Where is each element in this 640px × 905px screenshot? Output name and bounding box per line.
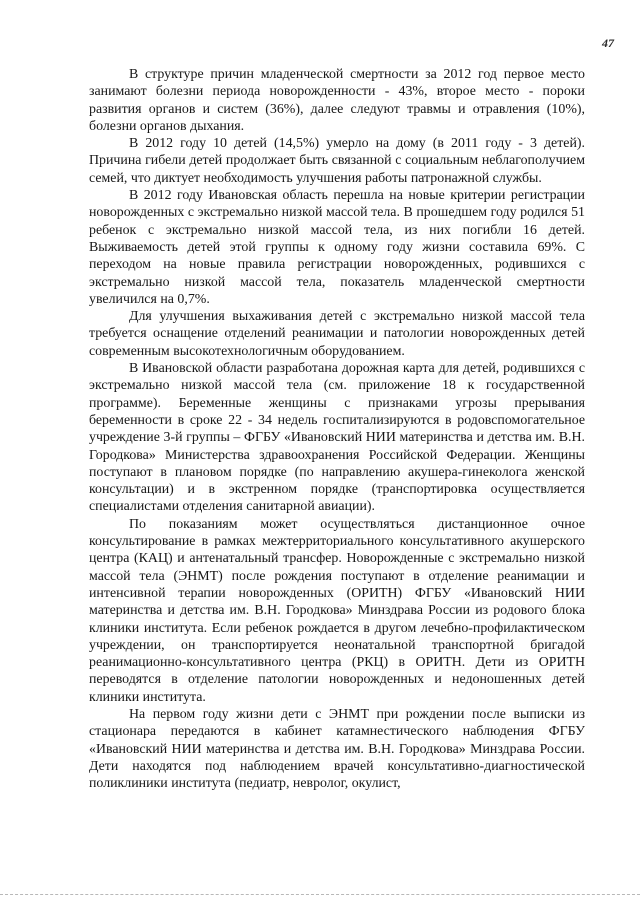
paragraph-new-registration-criteria: В 2012 году Ивановская область перешла на новые критерии регистрации новорожденных с экстремально низкой массой тела. В прошедшем году родился 51 ребенок с экстремально низкой массой тела, из них погибли 16 детей. Выживаемость детей этой группы к одному году жизни составила 69%. С переходом на новые правила регистрации новорожденных, родившихся с экстремально низкой массой тела, показатель младенческой смертности увеличился на 0,7%. bbox=[89, 188, 585, 307]
paragraph-equipment-needs: Для улучшения выхаживания детей с экстремально низкой массой тела требуется оснащение отделений реанимации и патологии новорожденных детей современным высокотехнологичным оборудованием. bbox=[89, 309, 585, 359]
document-body bbox=[89, 66, 585, 792]
paragraph-home-deaths: В 2012 году 10 детей (14,5%) умерло на дому (в 2011 году - 3 детей). Причина гибели детей продолжает быть связанной с социальным неблагополучием семей, что диктует необходимость улучшения работы патронажной службы. bbox=[89, 136, 585, 186]
page-number: 47 bbox=[602, 36, 614, 50]
paragraph-road-map: В Ивановской области разработана дорожная карта для детей, родившихся с экстремально низкой массой тела (см. приложение 18 к государственной программе). Беременные женщины с признаками угрозы прерывания беременности в сроке 22 - 34 недель госпитализируются в родовспомогательное учреждение 3-й группы – ФГБУ «Ивановский НИИ материнства и детства им. В.Н. Городкова» Министерства здравоохранения Российской Федерации. Женщины поступают в плановом порядке (по направлению акушера-гинеколога женской консультации) и в экстренном порядке (транспортировка осуществляется специалистами отделения санитарной авиации). bbox=[89, 361, 585, 515]
paragraph-infant-mortality-structure: В структуре причин младенческой смертности за 2012 год первое место занимают болезни периода новорожденности - 43%, второе место - пороки развития органов и систем (36%), далее следуют травмы и отравления (10%), болезни органов дыхания. bbox=[89, 67, 585, 134]
paragraph-consulting-transfer: По показаниям может осуществляться дистанционное очное консультирование в рамках межтерриториального консультативного акушерского центра (КАЦ) и антенатальный трансфер. Новорожденные с экстремально низкой массой тела (ЭНМТ) после рождения поступают в отделение реанимации и интенсивной терапии новорожденных (ОРИТН) ФГБУ «Ивановский НИИ материнства и детства им. В.Н. Городкова» Минздрава России из родового блока клиники института. Если ребенок рождается в другом лечебно-профилактическом учреждении, он транспортируется неонатальной транспортной бригадой реанимационно-консультативного центра (РКЦ) в ОРИТН. Дети из ОРИТН переводятся в отделение патологии новорожденных и недоношенных детей клиники института. bbox=[89, 516, 585, 705]
paragraph-follow-up: На первом году жизни дети с ЭНМТ при рождении после выписки из стационара передаются в кабинет катамнестического наблюдения ФГБУ «Ивановский НИИ материнства и детства им. В.Н. Городкова» Минздрава России. Дети находятся под наблюдением врачей консультативно-диагностической поликлиники института (педиатр, невролог, окулист, bbox=[89, 706, 585, 792]
scan-edge-divider bbox=[0, 894, 640, 895]
